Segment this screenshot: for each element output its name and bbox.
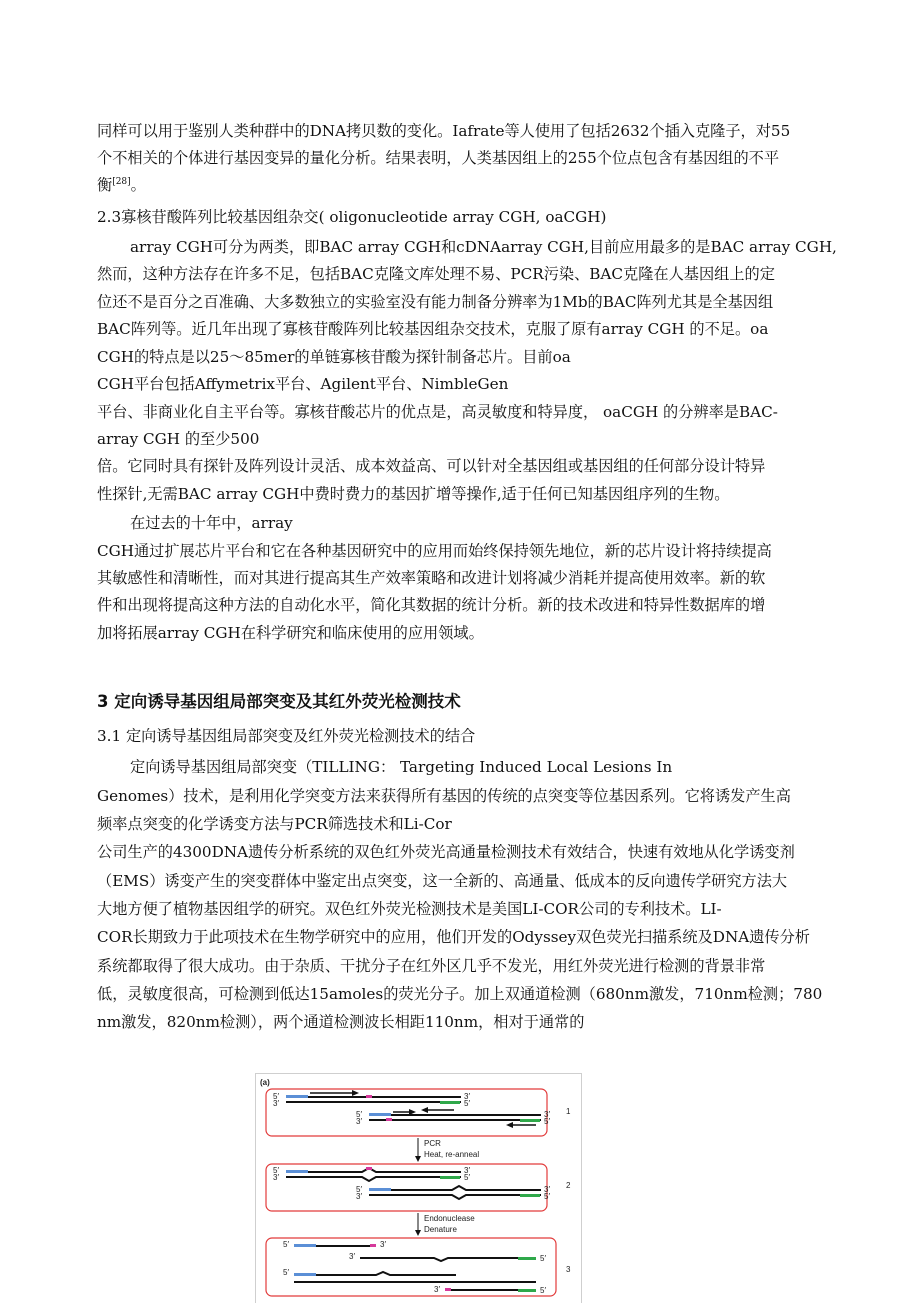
dna-fragment (294, 1272, 456, 1275)
forward-primer (369, 1188, 391, 1191)
text-line: CGH的特点是以25～85mer的单链寡核苷酸为探针制备芯片。目前oa (97, 348, 571, 366)
step-number: 1 (566, 1107, 571, 1116)
strand-label: 5′ (544, 1192, 550, 1201)
reverse-primer (440, 1176, 460, 1179)
step-number: 3 (566, 1265, 571, 1274)
strand-label: 5′ (283, 1268, 289, 1277)
strand-label: 3′ (356, 1117, 362, 1126)
text-line: 然而，这种方法存在许多不足，包括BAC克隆文库处理不易、PCR污染、BAC克隆在人基因组上的定 (97, 265, 775, 283)
text-line: 频率点突变的化学诱变方法与PCR筛选技术和Li-Cor (97, 815, 452, 833)
strand-label: 3′ (356, 1192, 362, 1201)
forward-primer (294, 1273, 316, 1276)
text-line: nm激发，820nm检测），两个通道检测波长相距110nm，相对于通常的 (97, 1013, 585, 1031)
strand-label: 3′ (273, 1099, 279, 1108)
strand-label: 5′ (540, 1286, 546, 1295)
strand-label: 3′ (380, 1240, 386, 1249)
forward-primer (294, 1244, 316, 1247)
tilling-figure (255, 1073, 582, 1303)
strand-label: 3′ (544, 1185, 550, 1194)
chapter-heading: 3 定向诱导基因组局部突变及其红外荧光检测技术 (97, 692, 461, 711)
text-line: （EMS）诱变产生的突变群体中鉴定出点突变，这一全新的、高通量、低成本的反向遗传学研究方法大 (97, 872, 788, 890)
text-line: 倍。它同时具有探针及阵列设计灵活、成本效益高、可以针对全基因组或基因组的任何部分设计特异 (97, 457, 766, 475)
dna-fragment (360, 1258, 536, 1261)
strand-label: 3′ (464, 1092, 470, 1101)
arrow-head (352, 1090, 359, 1096)
text-line: CGH通过扩展芯片平台和它在各种基因研究中的应用而始终保持领先地位，新的芯片设计将持续提高 (97, 542, 772, 560)
arrow-head (421, 1107, 428, 1113)
strand-label: 3′ (464, 1166, 470, 1175)
reverse-primer (518, 1257, 536, 1260)
strand-label: 3′ (434, 1285, 440, 1294)
reverse-primer (520, 1119, 540, 1122)
text-line: 性探针,无需BAC array CGH中费时费力的基因扩增等操作,适于任何已知基因组序列的生物。 (97, 485, 730, 503)
strand-label: 5′ (283, 1240, 289, 1249)
strand-label: 3′ (544, 1110, 550, 1119)
text-line: 在过去的十年中，array (130, 514, 293, 532)
text-line: Genomes）技术，是利用化学突变方法来获得所有基因的传统的点突变等位基因系列。它将诱发产生高 (97, 787, 791, 805)
reverse-primer (440, 1101, 460, 1104)
text-line: 其敏感性和清晰性，而对其进行提高其生产效率策略和改进计划将减少消耗并提高使用效率。新的软 (97, 569, 766, 587)
dna-strand (286, 1168, 461, 1172)
text-line: 同样可以用于鉴别人类种群中的DNA拷贝数的变化。Iafrate等人使用了包括2632个插入克隆子，对55 (97, 122, 791, 140)
strand-label: 5′ (356, 1110, 362, 1119)
text-line: 件和出现将提高这种方法的自动化水平，简化其数据的统计分析。新的技术改进和特异性数据库的增 (97, 596, 766, 614)
strand-label: 3′ (273, 1173, 279, 1182)
mismatch-site (386, 1118, 392, 1121)
text-line (97, 175, 146, 195)
strand-label: 5′ (540, 1254, 546, 1263)
dna-strand (369, 1195, 541, 1199)
strand-label: 5′ (544, 1117, 550, 1126)
text-line: 加将拓展array CGH在科学研究和临床使用的应用领域。 (97, 624, 484, 642)
text-line: CGH平台包括Affymetrix平台、Agilent平台、NimbleGen (97, 375, 509, 393)
text-line: 低，灵敏度很高，可检测到低达15amoles的荧光分子。加上双通道检测（680nm激发，710nm检测；780 (97, 985, 823, 1003)
process-label: Endonuclease (424, 1214, 475, 1223)
strand-label: 3′ (349, 1252, 355, 1261)
forward-primer (286, 1095, 308, 1098)
text-span: 衡 (97, 176, 113, 194)
text-line: 公司生产的4300DNA遗传分析系统的双色红外荧光高通量检测技术有效结合，快速有效地从化学诱变剂 (97, 843, 795, 861)
citation-ref: [28] (112, 177, 131, 187)
strand-label: 5′ (464, 1173, 470, 1182)
figure-panel-label: (a) (260, 1078, 270, 1087)
reverse-primer (520, 1194, 540, 1197)
text-span: 。 (130, 176, 146, 194)
tilling-diagram (256, 1074, 581, 1303)
section-heading: 3.1 定向诱导基因组局部突变及红外荧光检测技术的结合 (97, 727, 476, 745)
text-line: 系统都取得了很大成功。由于杂质、干扰分子在红外区几乎不发光，用红外荧光进行检测的背景非常 (97, 957, 766, 975)
dna-strand (369, 1186, 541, 1190)
process-label: PCR (424, 1139, 441, 1148)
process-label: Denature (424, 1225, 457, 1234)
forward-primer (369, 1113, 391, 1116)
mismatch-site (445, 1288, 451, 1291)
process-label: Heat, re-anneal (424, 1150, 480, 1159)
arrow-head (506, 1122, 513, 1128)
text-line: 大地方便了植物基因组学的研究。双色红外荧光检测技术是美国LI-COR公司的专利技术。LI- (97, 900, 722, 918)
arrow-head (415, 1156, 421, 1162)
section-heading: 2.3寡核苷酸阵列比较基因组杂交( oligonucleotide array CGH, oaCGH) (97, 208, 607, 226)
strand-label: 5′ (273, 1166, 279, 1175)
text-line: BAC阵列等。近几年出现了寡核苷酸阵列比较基因组杂交技术，克服了原有array CGH 的不足。oa (97, 320, 769, 338)
text-line: 定向诱导基因组局部突变（TILLING： Targeting Induced Local Lesions In (130, 758, 673, 776)
text-line: 个不相关的个体进行基因变异的量化分析。结果表明，人类基因组上的255个位点包含有基因组的不平 (97, 149, 780, 167)
step-number: 2 (566, 1181, 571, 1190)
dna-strand (286, 1177, 461, 1181)
strand-label: 5′ (273, 1092, 279, 1101)
text-line: 平台、非商业化自主平台等。寡核苷酸芯片的优点是，高灵敏度和特异度， oaCGH 的分辨率是BAC- (97, 403, 778, 421)
text-line: 位还不是百分之百准确、大多数独立的实验室没有能力制备分辨率为1Mb的BAC阵列尤其是全基因组 (97, 293, 774, 311)
mismatch-site (366, 1167, 372, 1170)
text-line: array CGH可分为两类，即BAC array CGH和cDNAarray CGH,目前应用最多的是BAC array CGH, (130, 238, 837, 256)
arrow-head (415, 1230, 421, 1236)
strand-label: 5′ (356, 1185, 362, 1194)
text-line: COR长期致力于此项技术在生物学研究中的应用，他们开发的Odyssey双色荧光扫描系统及DNA遗传分析 (97, 928, 810, 946)
text-line: array CGH 的至少500 (97, 430, 260, 448)
mismatch-site (366, 1095, 372, 1098)
reverse-primer (518, 1289, 536, 1292)
mismatch-site (370, 1244, 376, 1247)
forward-primer (286, 1170, 308, 1173)
strand-label: 5′ (464, 1099, 470, 1108)
